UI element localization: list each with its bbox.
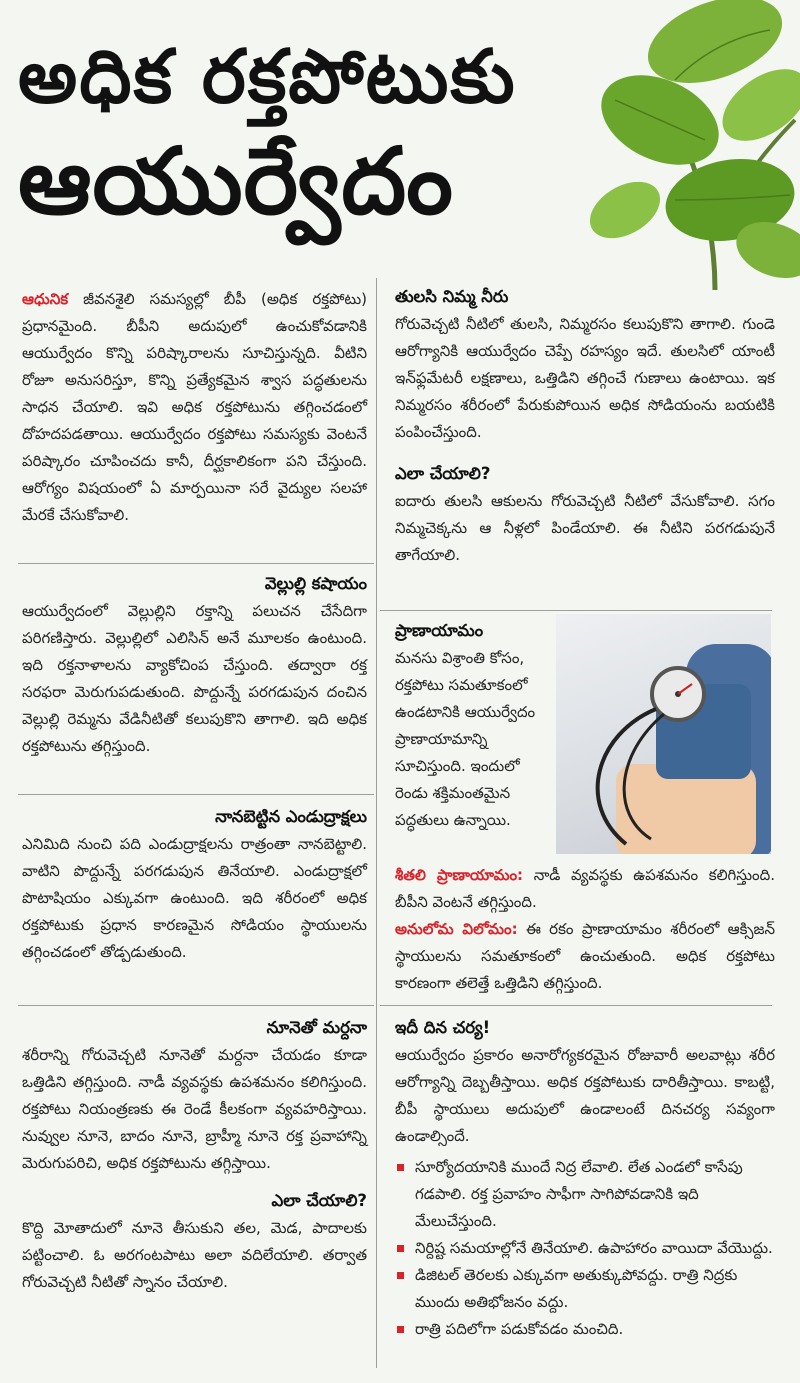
section-divider: [380, 610, 772, 611]
pranayama-methods: [395, 862, 775, 997]
pranayama-section: [395, 617, 555, 834]
oil-text: శరీరాన్ని గోరువెచ్చటి నూనెతో మర్దనా చేయడం కూడా ఒత్తిడిని తగ్గిస్తుంది. నాడీ వ్యవస్థకు ఉపశమనం కలిగిస్తుంది. రక్తపోటు నియంత్రణకు ఈ రెండే కీలకంగా వ్యవహరిస్తాయి. నువ్వుల నూనె, బాదం నూనె, బ్రాహ్మీ నూనె రక్త ప్రవాహాన్ని మెరుగుపరిచి, అధిక రక్తపోటును తగ్గిస్తాయి.: [22, 1046, 367, 1172]
title-line-1: అధిక రక్తపోటుకు: [18, 34, 517, 120]
anulom-item: [395, 916, 775, 997]
column-divider: [376, 278, 377, 1368]
anulom-text: ఈ రకం ప్రాణాయామం శరీరంలో ఆక్సిజన్ స్థాయులను సమతూకంలో ఉంచుతుంది. అధిక రక్తపోటు కారణంగా తలెత్తే ఒత్తిడిని తగ్గిస్తుంది.: [395, 920, 775, 992]
anulom-label: అనులోమ విలోమం:: [395, 920, 518, 938]
list-item: రాత్రి పదిలోగా పడుకోవడం మంచిది.: [395, 1316, 775, 1343]
pranayama-heading: ప్రాణాయామం: [395, 621, 484, 640]
oil-how-text: కొద్ది మోతాదులో నూనె తీసుకుని తల, మెడ, పాదాలకు పట్టించాలి. ఓ అరగంటపాటు అలా వదిలేయాలి. తర్వాత గోరువెచ్చటి నీటితో స్నానం చేయాలి.: [22, 1219, 367, 1291]
intro-lead-word: ఆధునిక: [22, 290, 69, 308]
tulsi-text: గోరువెచ్చటి నీటిలో తులసి, నిమ్మరసం కలుపుకొని తాగాలి. గుండె ఆరోగ్యానికి ఆయుర్వేదం చెప్పే రహస్యం ఇదే. తులసిలో యాంటీ ఇన్‌ఫ్లమేటరీ లక్షణాలు, ఒత్తిడిని తగ్గించే గుణాలు ఉంటాయి. ఇక నిమ్మరసం శరీరంలో పేరుకుపోయిన అధిక సోడియంను బయటికి పంపించేస్తుంది.: [395, 315, 775, 441]
section-divider: [18, 794, 374, 795]
garlic-section: [22, 570, 367, 760]
sheetali-label: శీతలి ప్రాణాయామం:: [395, 866, 524, 884]
sheetali-text: నాడీ వ్యవస్థకు ఉపశమనం కలిగిస్తుంది. బీపీని వెంటనే తగ్గిస్తుంది.: [395, 866, 775, 911]
oil-how-heading: ఎలా చేయాలి?: [271, 1191, 367, 1210]
blood-pressure-photo: [556, 614, 771, 854]
oil-massage-section: [22, 1014, 367, 1296]
article-title: [18, 34, 618, 235]
tulsi-heading: తులసి నిమ్మ నీరు: [395, 287, 509, 306]
raisins-text: ఎనిమిది నుంచి పది ఎండుద్రాక్షలను రాత్రంతా నానబెట్టాలి. వాటిని పొద్దున్నే పరగడుపున తినేయాలి. ఎండుద్రాక్షలో పొటాషియం ఎక్కువగా ఉంటుంది. ఇది శరీరంలో అధిక రక్తపోటుకు ప్రధాన కారణమైన సోడియం స్థాయులను తగ్గించడంలో తోడ్పడుతుంది.: [22, 835, 367, 961]
raisins-section: [22, 803, 367, 966]
raisins-heading: నానబెట్టిన ఎండుద్రాక్షలు: [215, 807, 367, 826]
bp-monitor-icon: [556, 614, 771, 854]
garlic-text: ఆయుర్వేదంలో వెల్లుల్లిని రక్తాన్ని పలుచన చేసేదిగా పరిగణిస్తారు. వెల్లుల్లిలో ఎలిసిన్ అనే మూలకం ఉంటుంది. ఇది రక్తనాళాలను వ్యాకోచింప చేస్తుంది. తద్వారా రక్త సరఫరా మెరుగుపడుతుంది. పొద్దున్నే పరగడుపున దంచిన వెల్లుల్లి రెమ్మను వేడినీటితో కలుపుకొని తాగాలి. ఇది అధిక రక్తపోటును తగ్గిస్తుంది.: [22, 602, 367, 755]
intro-text: జీవనశైలి సమస్యల్లో బీపీ (అధిక రక్తపోటు) ప్రధానమైంది. బీపీని అదుపులో ఉంచుకోవడానికి ఆయుర్వేదం కొన్ని పరిష్కారాలను సూచిస్తున్నది. వీటిని రోజూ అనుసరిస్తూ, కొన్ని ప్రత్యేకమైన శ్వాస పద్ధతులను సాధన చేయాలి. ఇవి అధిక రక్తపోటును తగ్గించడంలో దోహదపడతాయి. ఆయుర్వేదం రక్తపోటు సమస్యకు వెంటనే పరిష్కారం చూపించదు కానీ, దీర్ఘకాలికంగా పని చేస్తుంది. ఆరోగ్యం విషయంలో ఏ మార్పయినా సరే వైద్యుల సలహా మేరకే చేసుకోవాలి.: [22, 290, 367, 524]
tulsi-how-text: ఐదారు తులసి ఆకులను గోరువెచ్చటి నీటిలో వేసుకోవాలి. సగం నిమ్మచెక్కను ఆ నీళ్లలో పిండేయాలి. ఈ నీటిని పరగడుపునే తాగేయాలి.: [395, 492, 775, 564]
pranayama-text: మనసు విశ్రాంతి కోసం, రక్తపోటు సమతూకంలో ఉండటానికి ఆయుర్వేదం ప్రాణాయామాన్ని సూచిస్తుంది. ఇందులో రెండు శక్తిమంతమైన పద్ధతులు ఉన్నాయి.: [395, 649, 536, 829]
intro-section: [22, 286, 367, 529]
section-divider: [18, 1005, 374, 1006]
oil-heading: నూనెతో మర్దనా: [266, 1018, 367, 1037]
section-divider: [18, 563, 374, 564]
routine-heading: ఇదీ దిన చర్య!: [395, 1018, 491, 1037]
routine-section: [395, 1014, 775, 1343]
tulsi-section: [395, 283, 775, 569]
routine-list: [395, 1154, 775, 1343]
section-divider: [380, 1005, 772, 1006]
list-item: డిజిటల్ తెరలకు ఎక్కువగా అతుక్కుపోవద్దు. రాత్రి నిద్రకు ముందు అతిభోజనం వద్దు.: [395, 1262, 775, 1316]
routine-text: ఆయుర్వేదం ప్రకారం అనారోగ్యకరమైన రోజువారీ అలవాట్లు శరీర ఆరోగ్యాన్ని దెబ్బతీస్తాయి. అధిక రక్తపోటుకు దారితీస్తాయి. కాబట్టి, బీపీ స్థాయులు అదుపులో ఉండాలంటే దినచర్య సవ్యంగా ఉండాల్సిందే.: [395, 1046, 775, 1145]
tulsi-leaves-image: [565, 0, 800, 290]
garlic-heading: వెల్లుల్లి కషాయం: [264, 574, 367, 593]
list-item: నిర్దిష్ట సమయాల్లోనే తినేయాలి. ఉపాహారం వాయిదా వేయొద్దు.: [395, 1235, 775, 1262]
title-line-2: ఆయుర్వేదం: [18, 128, 454, 235]
list-item: సూర్యోదయానికి ముందే నిద్ర లేవాలి. లేత ఎండలో కాసేపు గడపాలి. రక్త ప్రవాహం సాఫీగా సాగిపోవడానికి ఇది మేలుచేస్తుంది.: [395, 1154, 775, 1235]
sheetali-item: [395, 862, 775, 916]
tulsi-how-heading: ఎలా చేయాలి?: [395, 464, 491, 483]
